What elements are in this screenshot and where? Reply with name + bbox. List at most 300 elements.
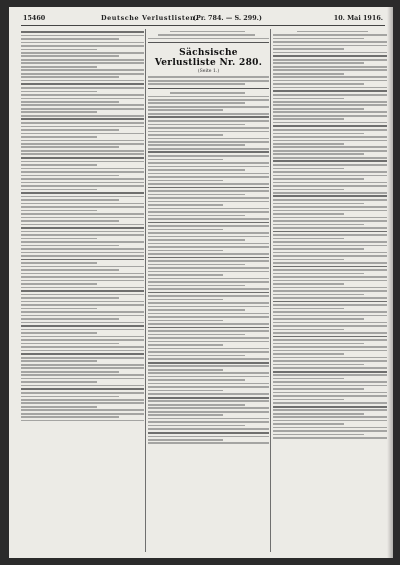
text-line <box>148 257 269 259</box>
text-line <box>148 285 245 287</box>
text-line <box>148 183 269 185</box>
text-line <box>21 129 119 131</box>
text-line <box>148 204 223 206</box>
text-line <box>148 162 269 164</box>
text-line <box>21 371 119 373</box>
text-line <box>273 423 344 425</box>
text-line <box>21 381 97 383</box>
text-line <box>273 195 387 197</box>
text-line <box>21 374 144 376</box>
text-line <box>273 213 344 215</box>
text-line <box>21 269 119 271</box>
text-line <box>273 350 387 352</box>
text-line <box>273 434 364 436</box>
text-line <box>21 224 144 226</box>
text-line <box>273 59 387 61</box>
text-line <box>21 171 144 173</box>
text-line <box>21 329 144 331</box>
text-line <box>148 351 269 353</box>
text-line <box>273 301 387 303</box>
text-line <box>21 336 144 338</box>
text-line <box>148 134 223 136</box>
text-line <box>21 38 119 40</box>
text-line <box>273 45 387 47</box>
text-line <box>273 346 387 348</box>
text-line <box>148 267 269 269</box>
text-line <box>21 136 97 138</box>
text-line <box>273 66 387 68</box>
text-line <box>21 161 144 163</box>
issue-number: (Pr. 784. — S. 299.) <box>193 14 262 22</box>
text-line <box>21 213 144 215</box>
text-line <box>148 246 269 248</box>
text-line <box>148 348 269 350</box>
text-line <box>148 369 223 371</box>
text-line <box>148 379 245 381</box>
text-line <box>21 55 119 57</box>
text-line <box>21 276 144 278</box>
text-line <box>21 227 144 229</box>
text-line <box>148 190 269 192</box>
text-line <box>148 418 269 420</box>
text-line <box>273 399 344 401</box>
text-line <box>273 52 387 54</box>
text-line <box>21 388 144 390</box>
text-line <box>273 34 387 36</box>
text-line <box>148 316 269 318</box>
text-line <box>21 367 144 369</box>
text-line <box>273 297 387 299</box>
text-line <box>148 390 223 392</box>
text-line <box>148 274 223 276</box>
text-line <box>148 306 269 308</box>
text-line <box>148 131 269 133</box>
text-line <box>273 136 387 138</box>
text-line <box>148 250 223 252</box>
text-line <box>273 48 344 50</box>
text-line <box>148 180 223 182</box>
text-line <box>21 91 97 93</box>
text-line <box>148 155 269 157</box>
text-line <box>21 385 144 387</box>
text-line <box>148 358 269 360</box>
text-line <box>148 421 269 423</box>
column-3 <box>273 29 387 552</box>
text-line <box>148 264 245 266</box>
text-line <box>148 376 269 378</box>
text-line <box>21 248 144 250</box>
text-line <box>21 416 119 418</box>
text-line <box>273 427 387 429</box>
text-line <box>148 309 245 311</box>
text-line <box>148 386 269 388</box>
text-line <box>21 245 119 247</box>
text-line <box>21 241 144 243</box>
text-line <box>21 238 97 240</box>
text-line <box>273 203 364 205</box>
text-line <box>158 34 255 36</box>
text-line <box>148 113 269 115</box>
text-line <box>148 344 223 346</box>
text-line <box>273 406 387 408</box>
text-line <box>273 402 387 404</box>
text-line <box>21 178 144 180</box>
text-line <box>148 201 269 203</box>
text-line <box>148 96 269 98</box>
text-line <box>148 439 223 441</box>
text-line <box>21 273 144 275</box>
text-line <box>148 236 269 238</box>
text-line <box>148 99 269 101</box>
text-line <box>273 360 387 362</box>
text-line <box>273 146 387 148</box>
text-line <box>21 192 144 194</box>
text-line <box>273 339 387 341</box>
text-line <box>21 346 144 348</box>
text-line <box>21 322 144 324</box>
text-line <box>148 83 245 85</box>
text-line <box>21 87 144 89</box>
text-line <box>148 355 245 357</box>
text-line <box>21 325 144 327</box>
text-line <box>148 278 269 280</box>
text-line <box>148 116 269 118</box>
text-line <box>21 294 144 296</box>
text-line <box>273 41 387 43</box>
text-line <box>148 173 269 175</box>
text-line <box>21 357 144 359</box>
text-line <box>273 392 387 394</box>
text-line <box>170 31 245 33</box>
text-line <box>148 159 223 161</box>
text-line <box>273 234 387 236</box>
text-line <box>148 341 269 343</box>
text-line <box>148 393 269 395</box>
text-line <box>148 365 269 367</box>
header-rule <box>21 25 385 26</box>
text-line <box>273 164 387 166</box>
text-line <box>273 175 387 177</box>
text-line <box>148 120 269 122</box>
text-line <box>21 66 97 68</box>
text-line <box>273 273 364 275</box>
text-line <box>148 229 223 231</box>
text-line <box>21 59 144 61</box>
text-line <box>273 178 364 180</box>
text-line <box>148 372 269 374</box>
text-line <box>148 320 223 322</box>
text-line <box>21 220 119 222</box>
text-line <box>21 392 144 394</box>
text-line <box>273 227 387 229</box>
text-line <box>148 281 269 283</box>
text-line <box>21 185 144 187</box>
page-edge-shadow <box>387 7 393 558</box>
text-line <box>21 62 144 64</box>
text-line <box>21 157 144 159</box>
text-line <box>148 215 245 217</box>
text-line <box>273 395 387 397</box>
text-line <box>148 442 269 444</box>
text-line <box>148 404 245 406</box>
casualty-list-title: Sächsische Verlustliste Nr. 280. <box>154 48 263 69</box>
text-line <box>273 343 364 345</box>
text-line <box>148 271 269 273</box>
text-line <box>273 90 387 92</box>
text-line <box>21 164 97 166</box>
text-line <box>21 318 119 320</box>
text-line <box>148 144 245 146</box>
text-line <box>21 143 144 145</box>
text-line <box>148 330 269 332</box>
text-line <box>148 407 269 409</box>
text-line <box>273 332 387 334</box>
text-line <box>273 171 387 173</box>
text-line <box>273 150 387 152</box>
text-line <box>21 364 144 366</box>
text-line <box>21 304 144 306</box>
text-line <box>273 364 364 366</box>
text-line <box>273 287 387 289</box>
text-line <box>148 148 269 150</box>
text-line <box>148 225 269 227</box>
text-line <box>273 294 364 296</box>
text-line <box>273 374 387 376</box>
text-line <box>148 327 269 329</box>
text-line <box>148 260 269 262</box>
text-line <box>273 182 387 184</box>
column-divider <box>270 29 271 552</box>
text-line <box>273 98 344 100</box>
text-line <box>21 378 144 380</box>
column-divider <box>145 29 146 552</box>
text-line <box>148 292 269 294</box>
text-line <box>273 367 387 369</box>
text-line <box>273 276 387 278</box>
text-line <box>21 297 119 299</box>
text-line <box>148 222 269 224</box>
text-line <box>273 122 387 124</box>
text-line <box>273 308 344 310</box>
column-2 <box>148 29 269 552</box>
text-line <box>21 35 144 37</box>
text-line <box>21 111 97 113</box>
text-line <box>21 153 144 155</box>
text-line <box>148 127 269 129</box>
text-line <box>273 76 387 78</box>
text-line <box>273 315 387 317</box>
text-line <box>21 420 144 422</box>
text-line <box>273 262 387 264</box>
text-line <box>21 343 119 345</box>
text-line <box>21 126 144 128</box>
text-line <box>21 146 119 148</box>
text-line <box>148 397 269 399</box>
text-line <box>273 269 387 271</box>
text-line <box>21 69 144 71</box>
text-line <box>21 83 144 85</box>
text-line <box>21 252 144 254</box>
text-line <box>273 322 387 324</box>
text-line <box>273 280 387 282</box>
text-line <box>273 388 364 390</box>
newspaper-page <box>9 7 393 558</box>
text-line <box>148 80 269 82</box>
text-line <box>148 232 269 234</box>
text-line <box>297 31 368 33</box>
text-line <box>273 357 387 359</box>
text-line <box>148 169 245 171</box>
text-line <box>273 83 364 85</box>
text-line <box>273 231 387 233</box>
text-line <box>273 111 387 113</box>
text-line <box>148 211 269 213</box>
text-line <box>21 206 144 208</box>
text-line <box>21 94 144 96</box>
text-line <box>21 104 144 106</box>
text-line <box>148 106 269 108</box>
text-line <box>21 283 97 285</box>
text-line <box>21 311 144 313</box>
text-line <box>21 199 119 201</box>
text-line <box>21 290 144 292</box>
text-line <box>21 108 144 110</box>
text-line <box>273 252 387 254</box>
text-line <box>273 241 387 243</box>
text-line <box>21 234 144 236</box>
text-line <box>21 262 97 264</box>
text-line <box>273 248 364 250</box>
text-line <box>273 143 344 145</box>
text-line <box>273 325 387 327</box>
text-line <box>21 280 144 282</box>
casualty-list-subtitle: (Seite 1.) <box>197 69 220 75</box>
text-line <box>273 353 344 355</box>
text-line <box>148 302 269 304</box>
text-line <box>273 133 364 135</box>
publication-title: Deutsche Verlustlisten. <box>101 14 199 22</box>
page-header <box>23 14 383 24</box>
text-line <box>273 101 387 103</box>
text-line <box>21 73 144 75</box>
text-line <box>273 210 387 212</box>
text-line <box>148 243 269 245</box>
text-line <box>21 115 144 117</box>
text-line <box>148 138 269 140</box>
text-line <box>148 102 245 104</box>
text-line <box>148 295 269 297</box>
text-line <box>21 409 144 411</box>
text-line <box>21 118 144 120</box>
text-line <box>273 381 387 383</box>
text-line <box>273 238 344 240</box>
page-number: 15460 <box>23 14 46 22</box>
text-line <box>21 266 144 268</box>
text-line <box>273 304 387 306</box>
text-line <box>148 436 269 438</box>
text-line <box>273 55 387 57</box>
text-line <box>148 400 269 402</box>
text-line <box>148 334 245 336</box>
text-line <box>273 62 364 64</box>
text-line <box>273 336 387 338</box>
text-line <box>148 337 269 339</box>
text-line <box>148 76 269 78</box>
text-line <box>273 217 387 219</box>
text-line <box>148 166 269 168</box>
section-rule <box>148 42 269 43</box>
text-line <box>21 189 97 191</box>
text-line <box>148 253 269 255</box>
text-line <box>21 101 119 103</box>
text-line <box>148 323 269 325</box>
text-line <box>273 420 387 422</box>
text-line <box>21 133 144 135</box>
text-line <box>21 52 144 54</box>
text-line <box>21 287 144 289</box>
text-line <box>273 329 344 331</box>
text-line <box>273 266 387 268</box>
text-line <box>148 239 245 241</box>
text-line <box>273 259 344 261</box>
text-line <box>21 150 144 152</box>
text-line <box>273 290 387 292</box>
text-line <box>148 187 269 189</box>
text-line <box>21 350 144 352</box>
text-line <box>148 425 245 427</box>
text-line <box>148 383 269 385</box>
text-line <box>273 87 387 89</box>
text-line <box>273 413 364 415</box>
text-line <box>273 220 387 222</box>
text-line <box>21 255 144 257</box>
text-line <box>148 288 269 290</box>
text-line <box>21 339 144 341</box>
text-line <box>21 210 97 212</box>
text-line <box>21 175 119 177</box>
text-line <box>273 371 387 373</box>
text-line <box>273 255 387 257</box>
text-line <box>170 92 245 94</box>
text-line <box>273 73 344 75</box>
text-line <box>21 80 144 82</box>
text-line <box>148 151 269 153</box>
text-line <box>21 76 119 78</box>
text-line <box>148 414 223 416</box>
text-line <box>21 168 144 170</box>
text-line <box>273 311 387 313</box>
text-line <box>148 299 223 301</box>
text-line <box>21 31 144 33</box>
text-line <box>273 318 364 320</box>
text-line <box>21 98 144 100</box>
column-1 <box>21 29 144 552</box>
text-line <box>148 124 245 126</box>
text-line <box>273 385 387 387</box>
text-line <box>273 80 387 82</box>
text-line <box>21 332 97 334</box>
text-line <box>21 49 97 51</box>
text-line <box>21 122 144 124</box>
text-line <box>148 432 269 434</box>
text-line <box>273 69 387 71</box>
text-line <box>148 428 269 430</box>
text-line <box>21 353 144 355</box>
text-line <box>148 313 269 315</box>
text-line <box>21 396 119 398</box>
text-line <box>273 206 387 208</box>
text-line <box>273 94 387 96</box>
